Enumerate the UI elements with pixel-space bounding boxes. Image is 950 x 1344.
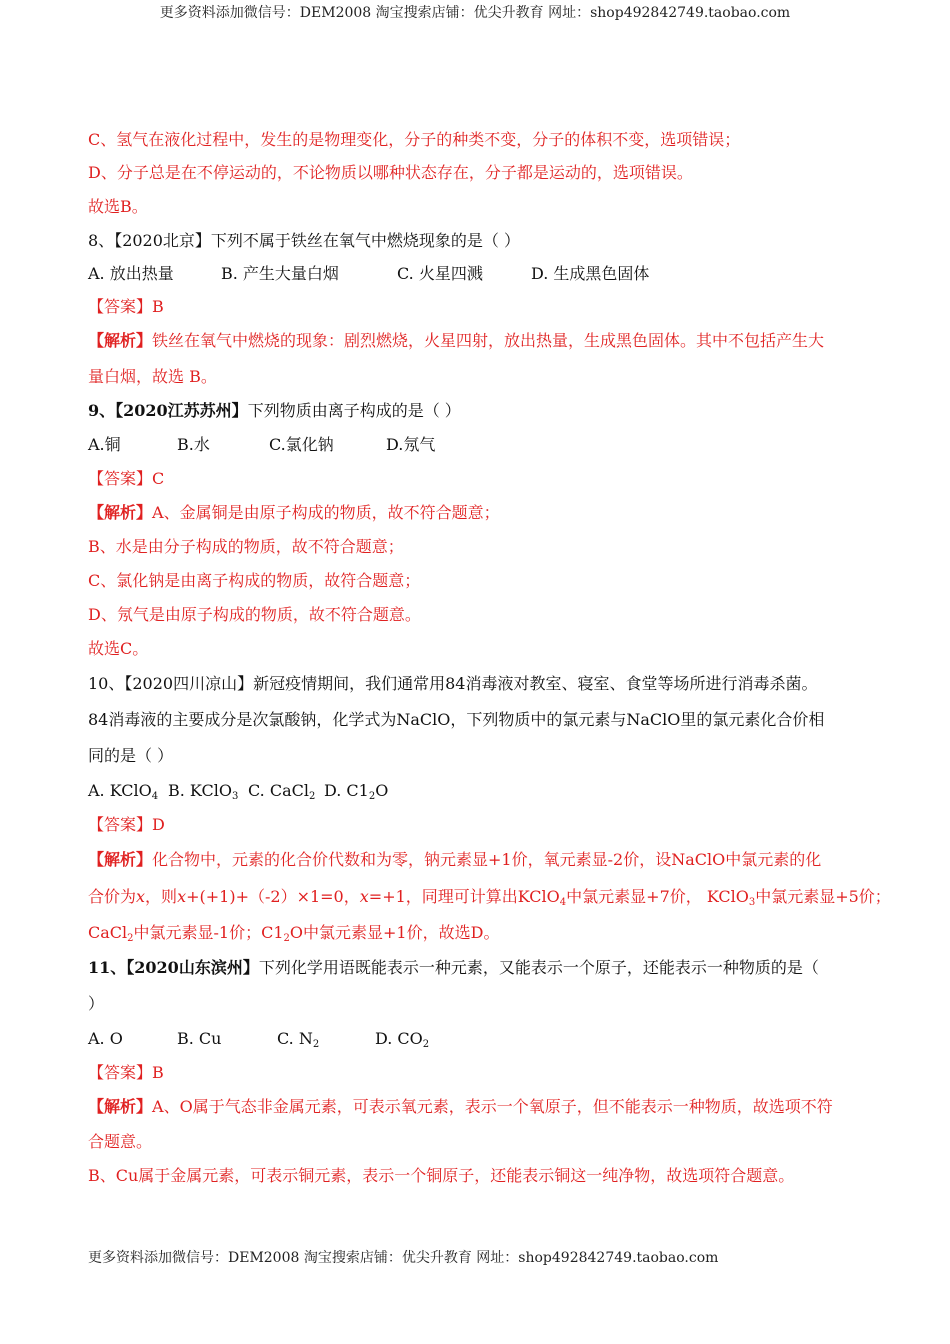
q10-answer: 【答案】D [88, 815, 165, 834]
q9-stem: 下列物质由离子构成的是（ ） [247, 401, 461, 420]
q11-option-c: C. $N_2$ [277, 1029, 320, 1050]
q11-analysis-line-1 [88, 1097, 833, 1117]
q8-option-d: D. 生成黑色固体 [531, 264, 650, 283]
q8-stem-line [88, 231, 520, 251]
q8-source: 【2020北京】 [114, 231, 211, 250]
q9-stem-line [88, 401, 461, 421]
q11-option-a: A. O [88, 1029, 123, 1048]
q10-option-a: A. KClO$_4$ [88, 781, 159, 802]
q10-analysis-line-2: 合价为x，则x+(+1)+（-2）×1=0，x=+1，同理可计算出KClO$_4$中氯元素显+7价， KClO$_3$中氯元素显+5价； [88, 887, 891, 908]
q8-answer: 【答案】B [88, 297, 164, 316]
q8-options [88, 264, 649, 284]
q9-answer: 【答案】C [88, 469, 165, 488]
q9-option-c: C.氯化钠 [269, 435, 334, 454]
q10-options [88, 781, 388, 807]
q11-options [88, 1029, 429, 1055]
q7-analysis-d: D、分子总是在不停运动的，不论物质以哪种状态存在，分子都是运动的，选项错误。 [88, 163, 693, 182]
q8-number: 8、 [88, 231, 115, 250]
q10-stem-line-3: 同的是（ ） [88, 746, 174, 765]
q11-source: 【2020山东滨州】 [126, 958, 259, 977]
q9-option-b: B.水 [177, 435, 210, 454]
q10-option-d: D. $C1_2O$ [324, 781, 389, 802]
q11-stem-1: 下列化学用语既能表示一种元素，又能表示一个原子，还能表示一种物质的是（ [258, 958, 819, 977]
q10-analysis-text-1: 化合物中，元素的化合价代数和为零，钠元素显+1价，氧元素显-2价，设NaClO中氯元素的化 [152, 850, 822, 869]
q11-stem-line-2: ） [88, 994, 105, 1013]
q9-option-d: D.氖气 [386, 435, 436, 454]
q10-option-b: B. KClO$_3$ [168, 781, 239, 802]
q10-stem-1: 新冠疫情期间，我们通常用84消毒液对教室、寝室、食堂等场所进行消毒杀菌。 [253, 674, 818, 693]
q11-answer: 【答案】B [88, 1063, 164, 1082]
q8-option-b: B. 产生大量白烟 [221, 264, 339, 283]
q9-number: 9、 [88, 401, 116, 420]
q10-option-c: C. CaCl$_2$ [248, 781, 316, 802]
q8-option-a: A. 放出热量 [88, 264, 174, 283]
q7-analysis-c: C、氢气在液化过程中，发生的是物理变化，分子的种类不变，分子的体积不变，选项错误； [88, 130, 741, 149]
q10-number: 10、 [88, 674, 125, 693]
q10-source: 【2020四川凉山】 [124, 674, 254, 693]
q10-analysis-line-3: CaCl$_2$中氯元素显-1价；$C1_2O$中氯元素显+1价，故选D。 [88, 923, 500, 944]
q10-analysis-line-1 [88, 850, 821, 870]
q9-analysis-c: C、氯化钠是由离子构成的物质，故符合题意； [88, 571, 421, 590]
q7-conclusion: 故选B。 [88, 197, 148, 216]
q11-number: 11、 [88, 958, 127, 977]
q9-analysis-a: A、金属铜是由原子构成的物质，故不符合题意； [152, 503, 500, 522]
q8-analysis-text-1: 铁丝在氧气中燃烧的现象：剧烈燃烧，火星四射，放出热量，生成黑色固体。其中不包括产生大 [152, 331, 825, 350]
q8-analysis-line-1 [88, 331, 824, 351]
q9-analysis-b: B、水是由分子构成的物质，故不符合题意； [88, 537, 404, 556]
q9-analysis-line-a [88, 503, 500, 523]
q9-analysis-d: D、氖气是由原子构成的物质，故不符合题意。 [88, 605, 421, 624]
q8-analysis-tag: 【解析】 [88, 331, 153, 350]
q11-analysis-text-1: A、O属于气态非金属元素，可表示氧元素，表示一个氧原子，但不能表示一种物质，故选项不符 [152, 1097, 833, 1116]
q10-stem-line-1 [88, 674, 817, 694]
page-header: 更多资料添加微信号：DEM2008 淘宝搜索店铺：优尖升教育 网址：shop492842749.taobao.com [159, 5, 791, 21]
q8-option-c: C. 火星四溅 [397, 264, 483, 283]
q9-conclusion: 故选C。 [88, 639, 149, 658]
q8-analysis-line-2: 量白烟，故选 B。 [88, 367, 217, 386]
q9-analysis-tag: 【解析】 [88, 503, 153, 522]
q11-option-d: D. $CO_2$ [375, 1029, 430, 1050]
q11-analysis-tag: 【解析】 [88, 1097, 153, 1116]
q11-analysis-line-2: 合题意。 [88, 1132, 153, 1151]
q10-analysis-tag: 【解析】 [88, 850, 153, 869]
q11-stem-line-1 [88, 958, 819, 978]
q8-stem: 下列不属于铁丝在氧气中燃烧现象的是（ ） [210, 231, 521, 250]
q9-option-a: A.铜 [88, 435, 121, 454]
q10-stem-line-2: 84消毒液的主要成分是次氯酸钠，化学式为NaClO，下列物质中的氯元素与NaClO里的氯元素化合价相 [88, 710, 825, 729]
q11-option-b: B. Cu [177, 1029, 222, 1048]
q9-options [88, 435, 435, 455]
q11-analysis-line-3: B、Cu属于金属元素，可表示铜元素，表示一个铜原子，还能表示铜这一纯净物，故选项符合题意。 [88, 1166, 795, 1185]
q9-source: 【2020江苏苏州】 [115, 401, 248, 420]
page-footer: 更多资料添加微信号：DEM2008 淘宝搜索店铺：优尖升教育 网址：shop492842749.taobao.com [88, 1250, 719, 1266]
